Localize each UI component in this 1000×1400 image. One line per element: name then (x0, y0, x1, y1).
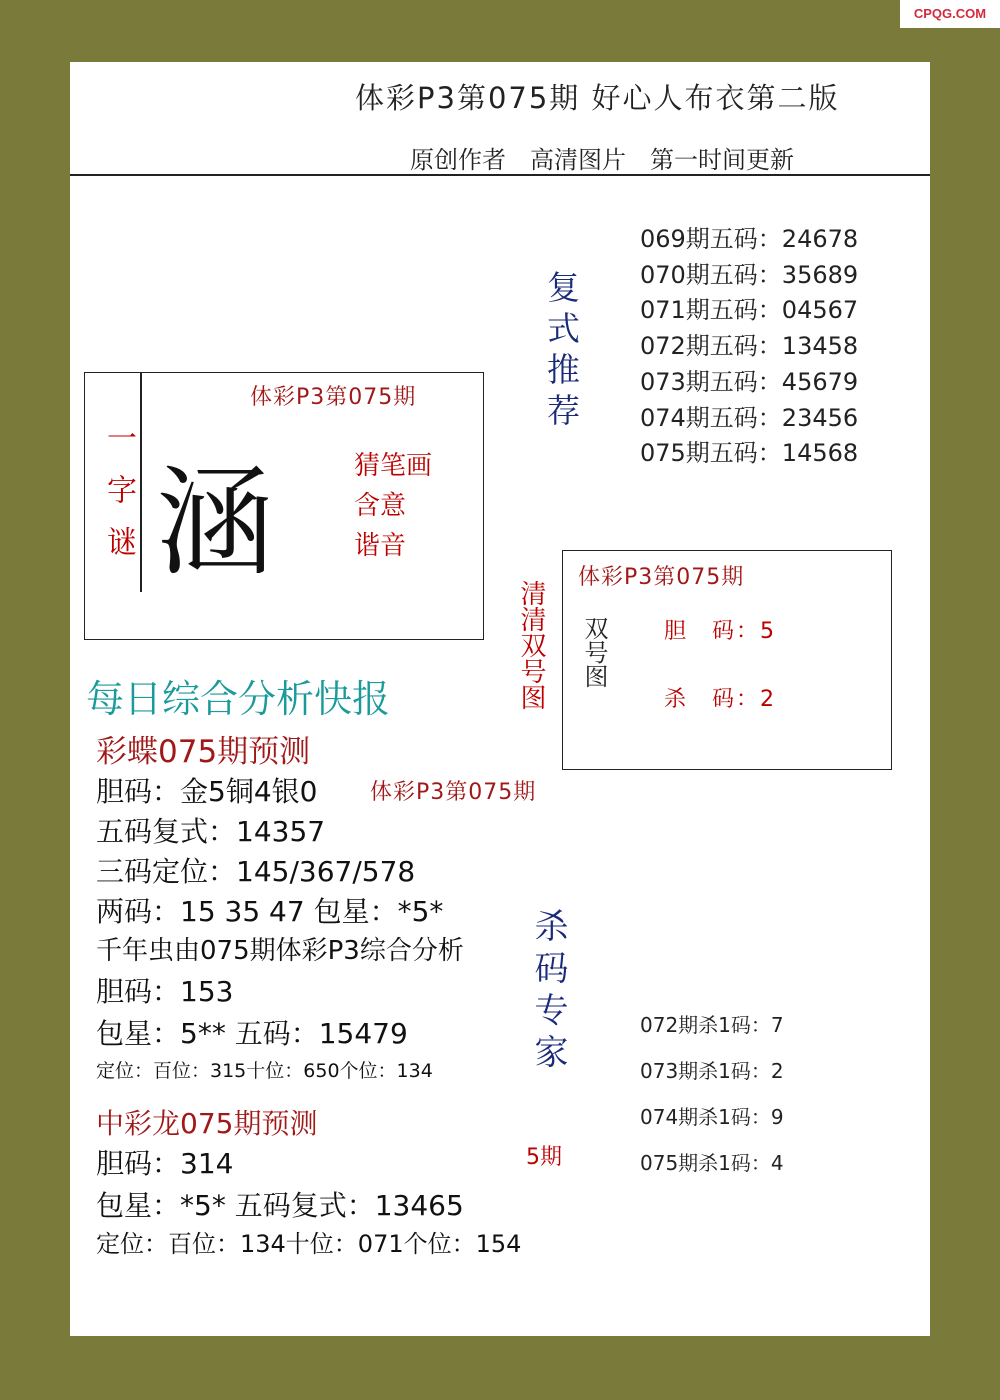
fushi-recommend-label: 复式推荐 (542, 270, 581, 434)
caidie-line: 胆码：金5铜4银0 (96, 775, 318, 808)
site-watermark-tag: CPQG.COM (900, 0, 1000, 28)
riddle-hint: 猜笔画 (354, 451, 433, 481)
five-code-item: 069期五码：24678 (640, 225, 859, 253)
five-code-item: 073期五码：45679 (640, 367, 859, 396)
page-title: 体彩P3第075期 好心人布衣第二版 (355, 81, 840, 115)
sha-code: 杀 码：2 (664, 687, 776, 712)
kill-code-item: 075期杀1码：4 (640, 1151, 784, 1175)
kill-code-list (640, 1002, 784, 1186)
daily-report-title: 每日综合分析快报 (86, 677, 391, 721)
five-code-item: 074期五码：23456 (640, 403, 859, 432)
kill-code-item: 073期杀1码：2 (640, 1059, 784, 1083)
caidie-line: 三码定位：145/367/578 (96, 855, 416, 888)
five-code-list (640, 222, 858, 472)
five-period-label: 5期 (526, 1145, 562, 1170)
zhongcailong-dan: 胆码：314 (96, 1147, 234, 1180)
riddle-side-label: 一字谜 (101, 422, 136, 578)
riddle-hint: 含意 (354, 491, 407, 521)
zhongcailong-bao: 包星：*5* 五码复式：13465 (96, 1189, 464, 1222)
caidie-line: 五码复式：14357 (96, 815, 326, 848)
zhongcailong-ding: 定位：百位：134十位：071个位：154 (96, 1230, 522, 1258)
lottery-sheet (70, 62, 930, 1336)
qiannian-dan: 胆码：153 (96, 975, 234, 1008)
qiannian-title: 千年虫由075期体彩P3综合分析 (96, 936, 464, 966)
dan-code: 胆 码：5 (664, 619, 776, 644)
caidie-title: 彩蝶075期预测 (96, 734, 311, 770)
zhongcailong-title: 中彩龙075期预测 (96, 1107, 318, 1140)
caidie-line: 两码：15 35 47 包星：*5* (96, 895, 444, 928)
qiannian-ding: 定位：百位：315十位：650个位：134 (96, 1060, 433, 1082)
riddle-hints (354, 446, 432, 566)
shama-expert-label: 杀码专家 (528, 908, 568, 1076)
riddle-divider (140, 372, 142, 592)
five-code-item: 075期五码：14568 (640, 439, 859, 468)
double-title: 体彩P3第075期 (578, 565, 745, 590)
double-side-label: 双号图 (580, 616, 608, 688)
five-code-item: 071期五码：04567 (640, 296, 859, 325)
page-subtitle: 原创作者 高清图片 第一时间更新 (410, 146, 794, 174)
p3-mid-label: 体彩P3第075期 (370, 780, 537, 805)
riddle-hint: 谐音 (354, 531, 407, 561)
five-code-item: 072期五码：13458 (640, 332, 859, 361)
kill-code-item: 074期杀1码：9 (640, 1105, 784, 1129)
qiannian-bao: 包星：5** 五码：15479 (96, 1017, 408, 1050)
riddle-character: 涵 (156, 454, 275, 592)
riddle-title: 体彩P3第075期 (250, 385, 417, 410)
qing-double-label: 清清双号图 (516, 580, 546, 710)
kill-code-item: 072期杀1码：7 (640, 1013, 784, 1037)
header-divider (70, 174, 930, 176)
five-code-item: 070期五码：35689 (640, 260, 859, 289)
